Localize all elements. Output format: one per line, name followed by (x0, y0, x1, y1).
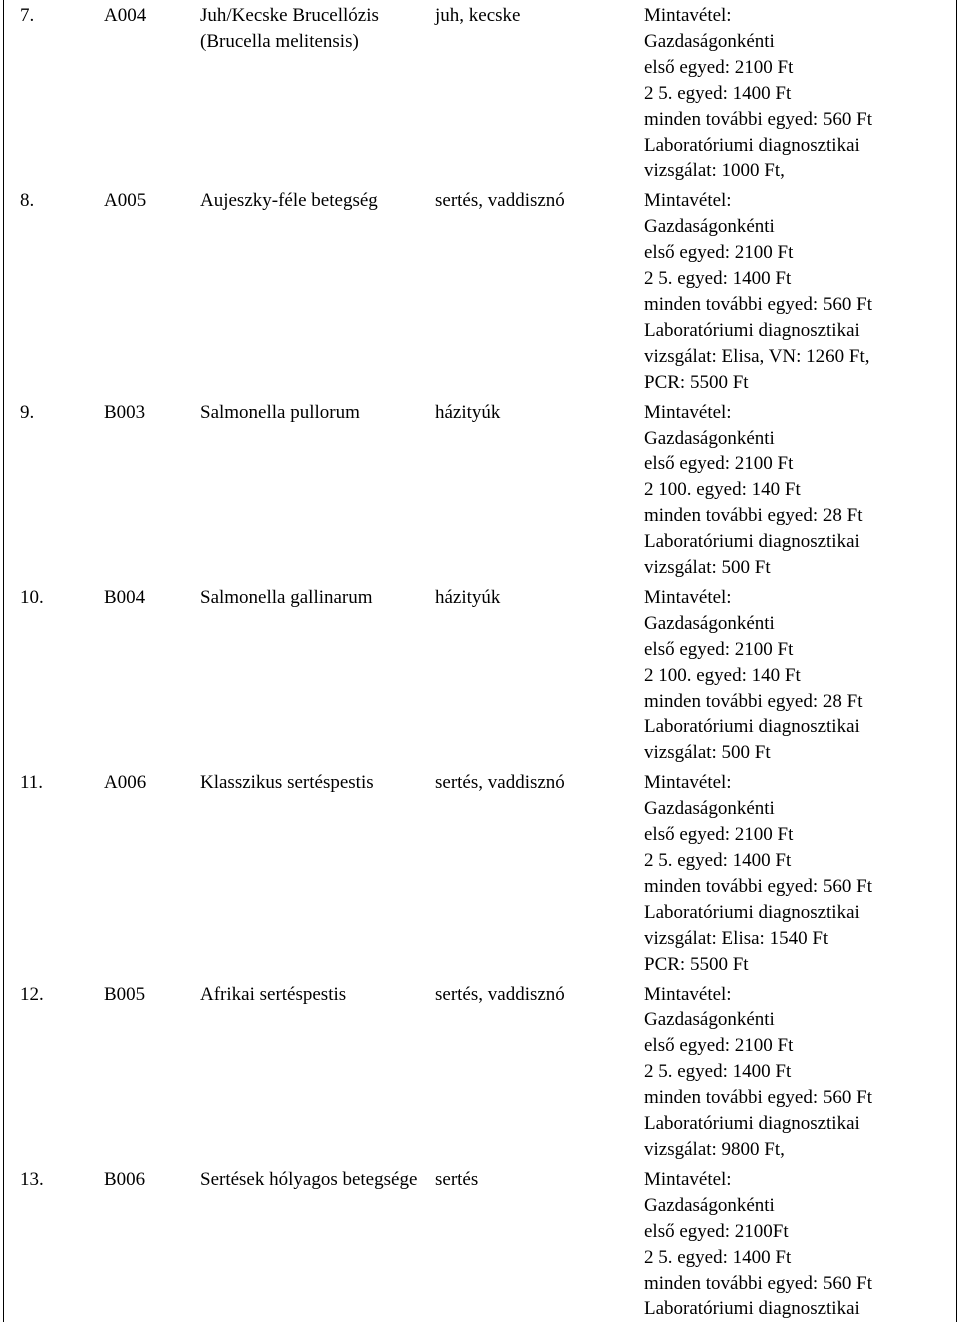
fee-line: Mintavétel: (644, 772, 732, 794)
fee-line: első egyed: 2100 Ft (644, 824, 794, 846)
fee-line: Laboratóriumi diagnosztikai (644, 1298, 860, 1320)
fee-line: első egyed: 2100 Ft (644, 1035, 794, 1057)
disease-name: Salmonella pullorum (200, 401, 360, 423)
fee-line: első egyed: 2100 Ft (644, 638, 794, 660)
animal-species: sertés, vaddisznó (435, 983, 565, 1005)
disease-code: B005 (104, 983, 146, 1005)
table-row (4, 766, 957, 977)
table-row (4, 1163, 957, 1322)
fee-line: 2 100. egyed: 140 Ft (644, 664, 801, 686)
row-number: 9. (4, 396, 89, 581)
fee-line: Laboratóriumi diagnosztikai (644, 531, 860, 553)
fee-details (628, 396, 957, 581)
fee-line: Mintavétel: (644, 586, 732, 608)
fee-line: vizsgálat: 500 Ft (644, 557, 771, 579)
fee-table (3, 0, 957, 1322)
fee-line: 2 5. egyed: 1400 Ft (644, 850, 792, 871)
disease-name: Juh/Kecske Brucellózis (Brucella melitensis) (184, 0, 419, 184)
animal-species: sertés (435, 1168, 479, 1190)
animal-species: házityúk (435, 401, 501, 423)
animal-species: sertés, vaddisznó (435, 190, 565, 212)
fee-line: Mintavétel: (644, 190, 732, 212)
fee-line: első egyed: 2100 Ft (644, 453, 794, 475)
row-number: 10. (4, 581, 89, 766)
disease-code: B006 (104, 1168, 146, 1190)
fee-line: Gazdaságonkénti (644, 216, 775, 238)
fee-line: Laboratóriumi diagnosztikai (644, 716, 860, 738)
fee-line: vizsgálat: Elisa, VN: 1260 Ft, (644, 345, 870, 367)
fee-line: Gazdaságonkénti (644, 30, 775, 52)
fee-details (628, 978, 957, 1163)
fee-line: minden további egyed: 28 Ft (644, 505, 863, 527)
fee-line: 2 5. egyed: 1400 Ft (644, 82, 792, 104)
fee-line: minden további egyed: 560 Ft (644, 1087, 872, 1109)
row-number: 13. (4, 1163, 89, 1322)
animal-species: házityúk (435, 586, 501, 608)
fee-line: 2 5. egyed: 1400 Ft (644, 1061, 792, 1083)
fee-line: PCR: 5500 Ft (644, 953, 749, 975)
fee-line: 2 5. egyed: 1400 Ft (644, 1246, 792, 1268)
animal-species: juh, kecske (419, 0, 628, 184)
fee-line: vizsgálat: 9800 Ft, (644, 1138, 785, 1160)
fee-line: PCR: 5500 Ft (644, 371, 749, 393)
fee-line: Laboratóriumi diagnosztikai (644, 134, 860, 156)
fee-line: első egyed: 2100Ft (644, 1220, 789, 1242)
fee-line: Laboratóriumi diagnosztikai (644, 1113, 860, 1135)
fee-line: vizsgálat: Elisa: 1540 Ft (644, 927, 829, 949)
fee-line: minden további egyed: 560 Ft (644, 293, 872, 315)
table-row (4, 978, 957, 1163)
disease-code: A005 (104, 190, 147, 212)
fee-details (628, 0, 957, 184)
fee-details (628, 184, 957, 395)
row-number: 11. (4, 766, 89, 977)
fee-line: Gazdaságonkénti (644, 1194, 775, 1216)
fee-line: első egyed: 2100 Ft (644, 242, 794, 264)
fee-line: minden további egyed: 28 Ft (644, 690, 863, 712)
fee-line: Gazdaságonkénti (644, 612, 775, 634)
table-row (4, 581, 957, 766)
fee-line: vizsgálat: 1000 Ft, (644, 160, 785, 182)
disease-name: Salmonella gallinarum (200, 586, 373, 608)
fee-line: Mintavétel: (644, 5, 732, 26)
fee-line: minden további egyed: 560 Ft (644, 1272, 872, 1294)
disease-name: Sertések hólyagos betegsége (200, 1168, 418, 1190)
disease-code: B003 (104, 401, 146, 423)
disease-code: B004 (104, 586, 146, 608)
fee-line: Laboratóriumi diagnosztikai (644, 901, 860, 923)
animal-species: sertés, vaddisznó (435, 772, 565, 794)
fee-line: Gazdaságonkénti (644, 1009, 775, 1031)
fee-details (628, 581, 957, 766)
fee-details (628, 766, 957, 977)
fee-details (628, 1163, 957, 1322)
fee-line: Mintavétel: (644, 983, 732, 1005)
table-row (4, 396, 957, 581)
disease-name: Klasszikus sertéspestis (200, 772, 374, 794)
disease-name: Afrikai sertéspestis (200, 983, 347, 1005)
fee-line: Mintavétel: (644, 401, 732, 423)
row-number: 12. (4, 978, 89, 1163)
fee-line: 2 5. egyed: 1400 Ft (644, 268, 792, 290)
disease-code: A004 (88, 0, 184, 184)
fee-line: Gazdaságonkénti (644, 427, 775, 449)
fee-line: Mintavétel: (644, 1168, 732, 1190)
table-row (4, 0, 957, 184)
fee-line: 2 100. egyed: 140 Ft (644, 479, 801, 501)
fee-table-body (4, 0, 957, 1322)
row-number: 7. (4, 0, 89, 184)
fee-line: első egyed: 2100 Ft (644, 56, 794, 78)
fee-line: minden további egyed: 560 Ft (644, 875, 872, 897)
fee-line: vizsgálat: 500 Ft (644, 742, 771, 764)
fee-line: Gazdaságonkénti (644, 798, 775, 820)
fee-line: minden további egyed: 560 Ft (644, 108, 872, 130)
fee-line: Laboratóriumi diagnosztikai (644, 319, 860, 341)
row-number: 8. (4, 184, 89, 395)
table-row (4, 184, 957, 395)
disease-code: A006 (104, 772, 147, 794)
disease-name: Aujeszky-féle betegség (200, 190, 378, 212)
